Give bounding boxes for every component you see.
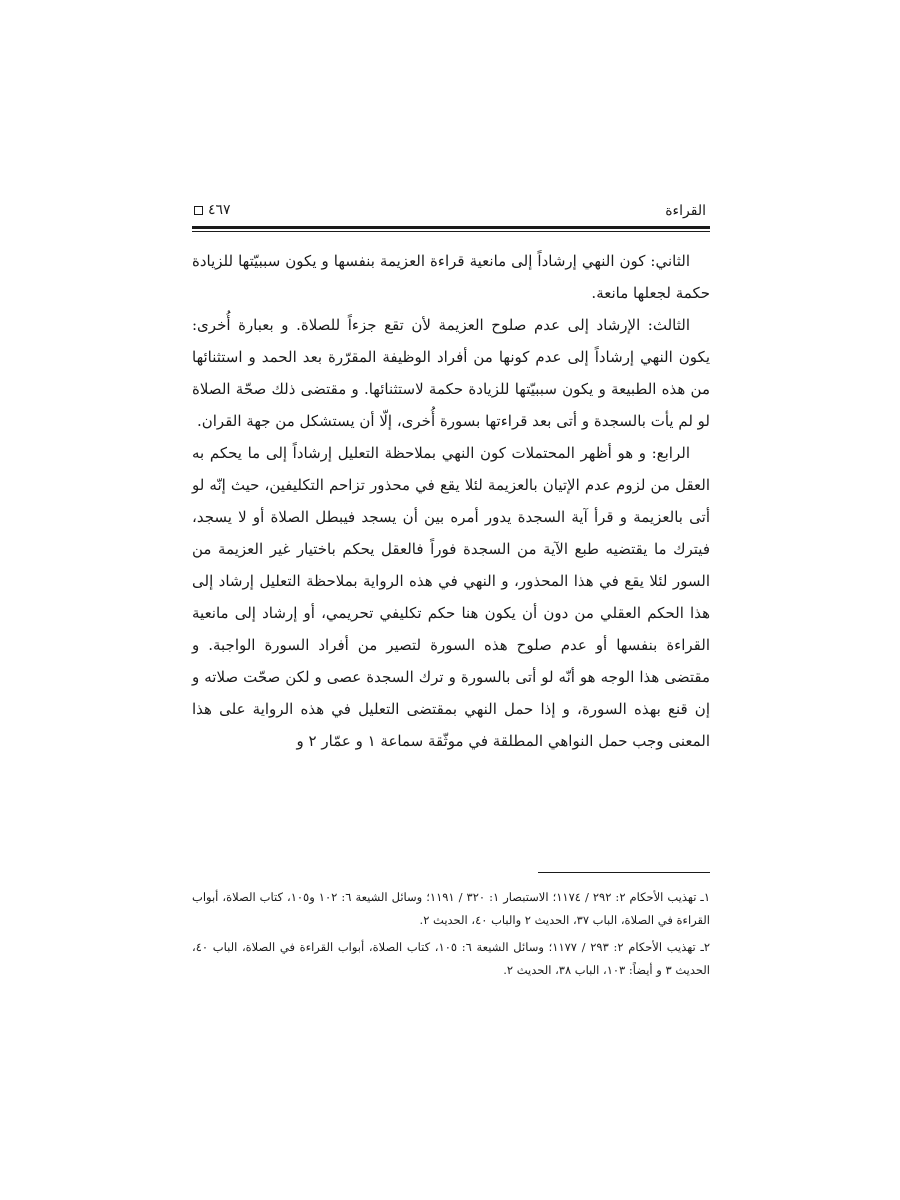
footnote-separator <box>538 872 710 873</box>
square-icon <box>194 206 203 215</box>
footnote-1: ١ـ تهذيب الأحكام ٢: ٢٩٢ / ١١٧٤؛ الاستبصار ١: ٣٢٠ / ١١٩١؛ وسائل الشيعة ٦: ١٠٢ و١٠٥، كتاب الصلاة، أبواب القراءة في الصلاة، الباب ٣٧، الحديث ٢ والباب ٤٠، الحديث ٢. <box>192 890 710 927</box>
page-number-block <box>194 201 231 219</box>
header-rule-thin <box>192 231 710 232</box>
paragraph-third: الثالث: الإرشاد إلى عدم صلوح العزيمة لأن تقع جزءاً للصلاة. و بعبارة أُخرى: يكون النهي إرشاداً إلى عدم كونها من أفراد الوظيفة المقرّرة بعد الحمد و استثنائها من هذه الطبيعة و يكون سببيّتها للزيادة حكمة لاستثنائها. و مقتضى ذلك صحّة الصلاة لو لم يأت بالسجدة و أتى بعد قراءتها بسورة أُخرى، إلّا أن يستشكل من جهة القران. <box>192 316 710 430</box>
footnotes <box>192 886 710 986</box>
footnote-2: ٢ـ تهذيب الأحكام ٢: ٢٩٣ / ١١٧٧؛ وسائل الشيعة ٦: ١٠٥، كتاب الصلاة، أبواب القراءة في الصلاة، الباب ٤٠، الحديث ٣ و أيضاً: ١٠٣، الباب ٣٨، الحديث ٢. <box>192 940 710 977</box>
page-number: ٤٦٧ <box>208 202 231 218</box>
main-text <box>192 245 710 757</box>
paragraph-second: الثاني: كون النهي إرشاداً إلى مانعية قراءة العزيمة بنفسها و يكون سببيّتها للزيادة حكمة لجعلها مانعة. <box>192 252 710 302</box>
paragraph-fourth: الرابع: و هو أظهر المحتملات كون النهي بملاحظة التعليل إرشاداً إلى ما يحكم به العقل من لزوم عدم الإتيان بالعزيمة لئلا يقع في محذور تزاحم التكليفين، حيث إنّه لو أتى بالعزيمة و قرأ آية السجدة يدور أمره بين أن يسجد فيبطل الصلاة أو لا يسجد، فيترك ما يقتضيه طبع الآية من السجدة فوراً فالعقل يحكم باختيار غير العزيمة من السور لئلا يقع في هذا المحذور، و النهي في هذه الرواية بملاحظة التعليل إرشاد إلى هذا الحكم العقلي من دون أن يكون هنا حكم تكليفي تحريمي، أو إرشاد إلى مانعية القراءة بنفسها أو عدم صلوح هذه السورة لتصير من أفراد السورة الواجبة. و مقتضى هذا الوجه هو أنّه لو أتى بالسورة و ترك السجدة عصى و لكن صحّت صلاته و إن قنع بهذه السورة، و إذا حمل النهي بمقتضى التعليل في هذه الرواية على هذا المعنى وجب حمل النواهي المطلقة في موثّقة سماعة ١ و عمّار ٢ و <box>192 444 710 750</box>
running-title: القراءة <box>665 203 706 219</box>
header-rule-thick <box>192 226 710 229</box>
running-header <box>192 198 710 224</box>
